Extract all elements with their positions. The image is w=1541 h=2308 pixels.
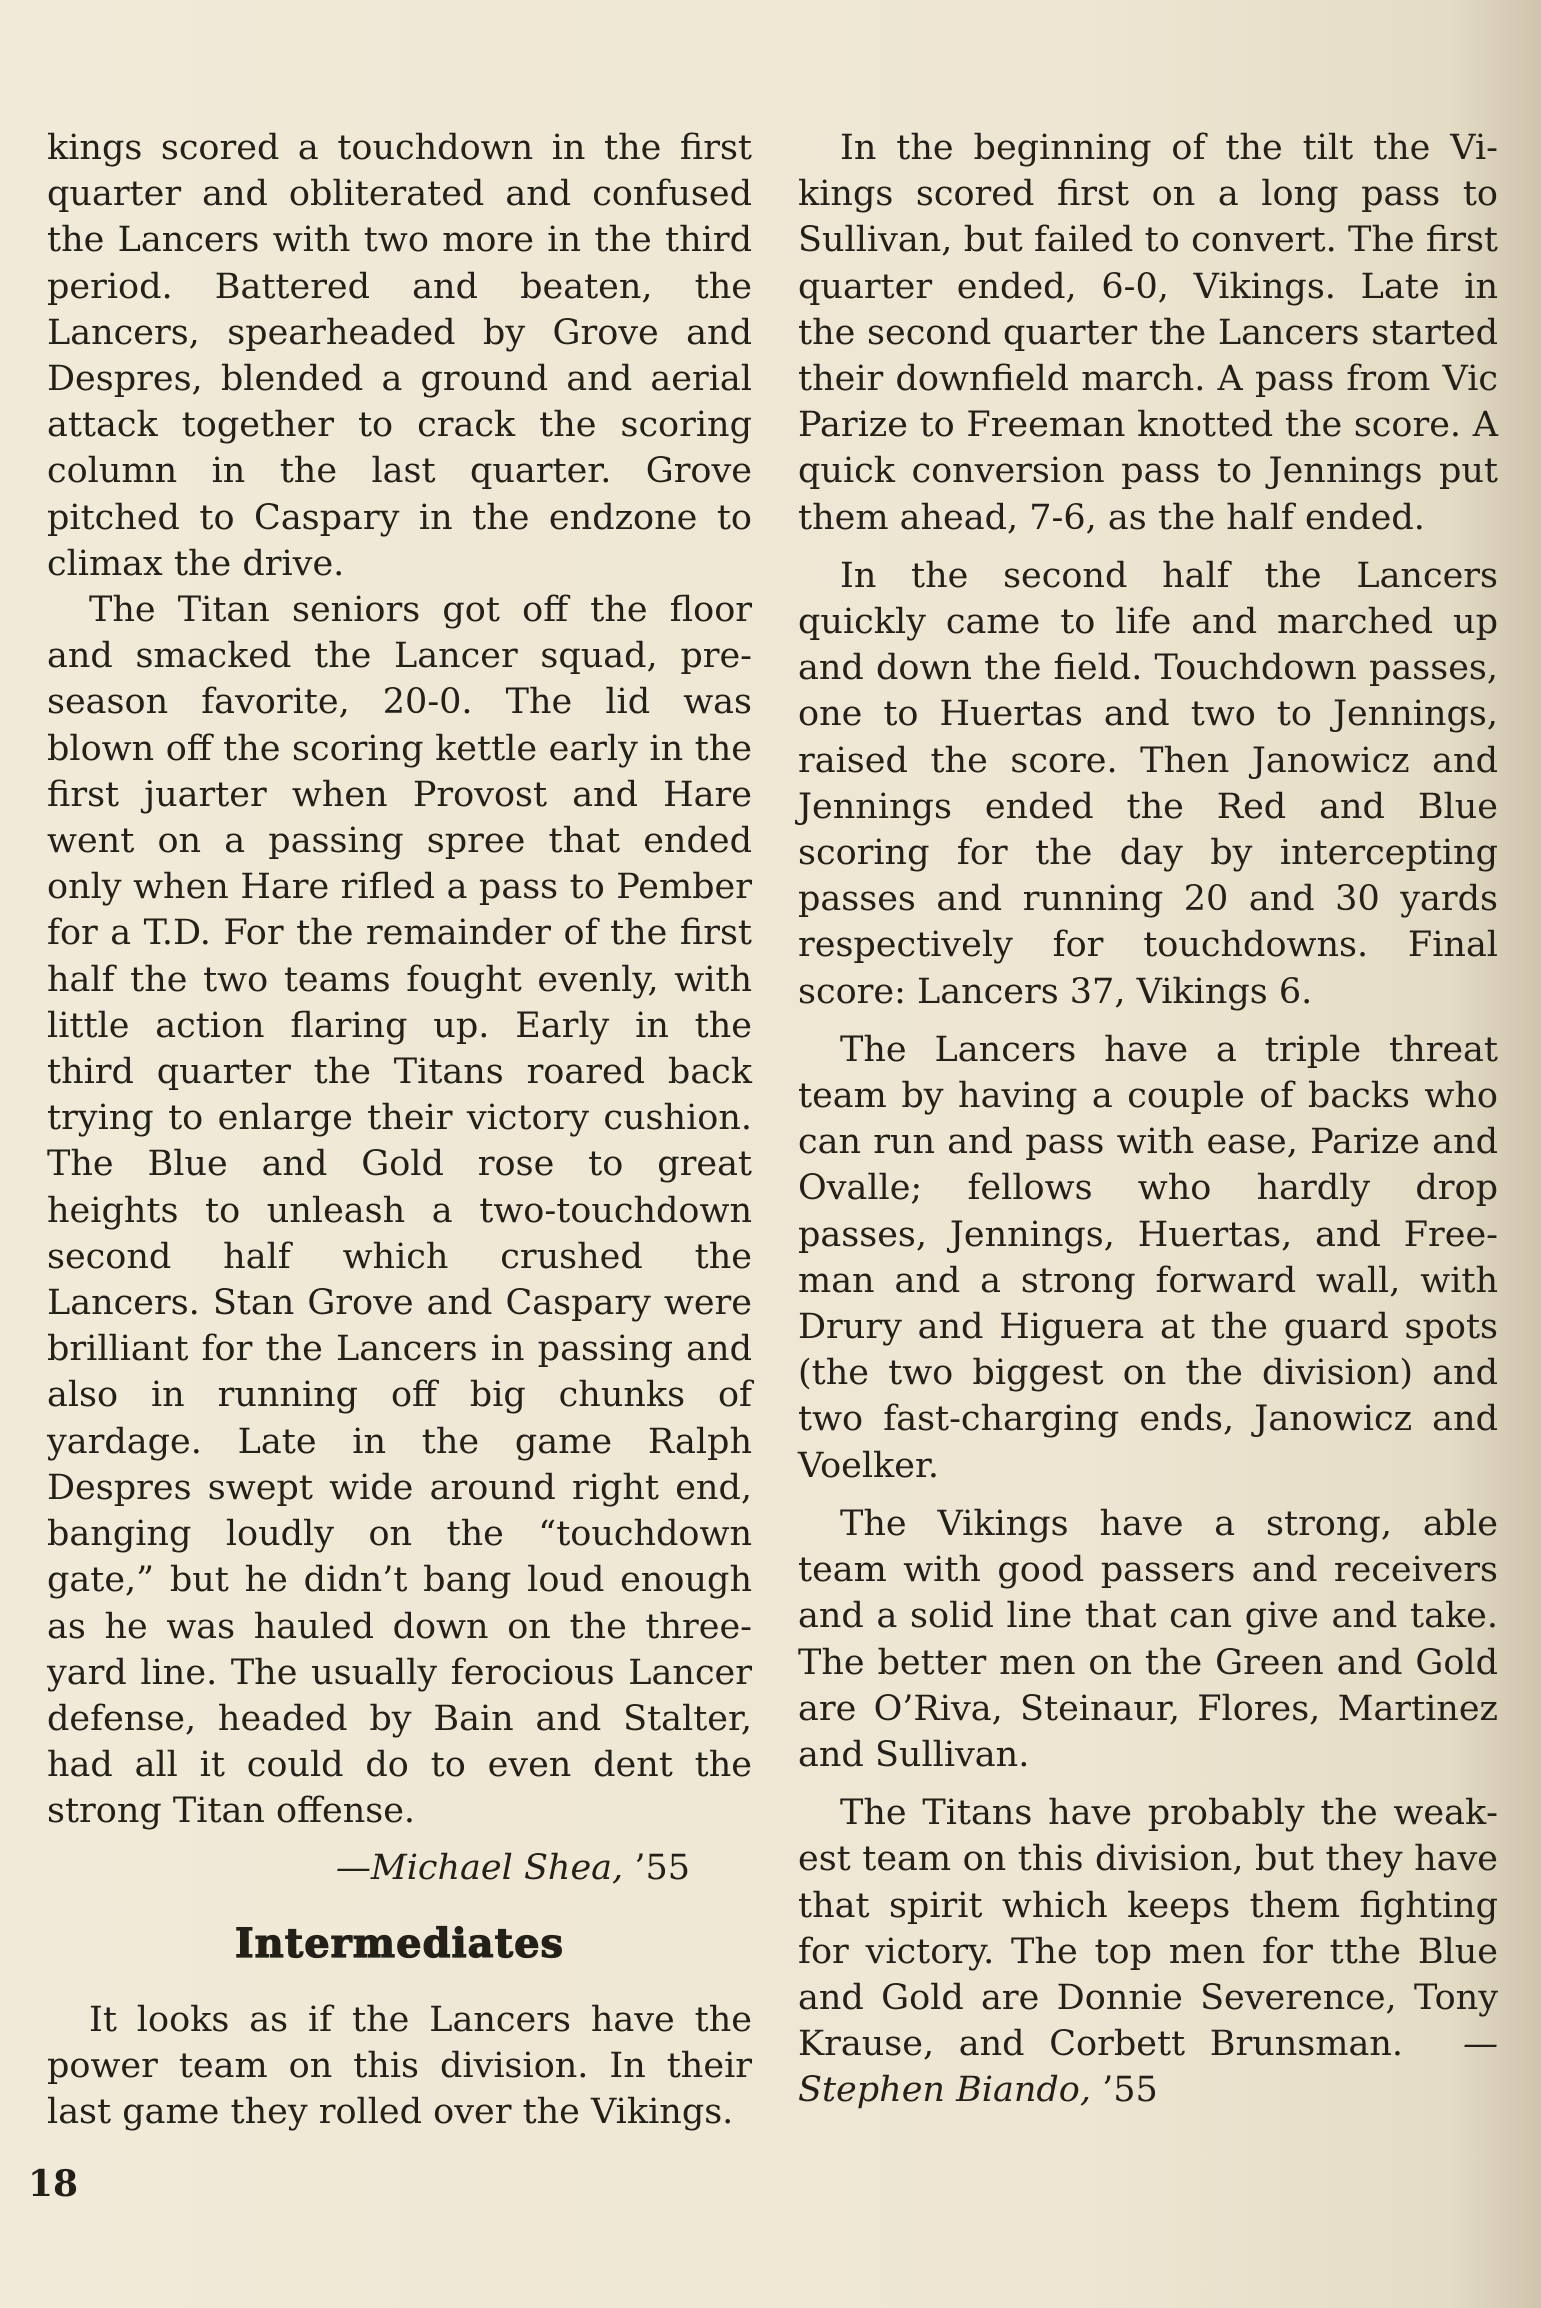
author-signature <box>47 1845 752 1891</box>
paragraph: The Vikings have a strong, able team with good passers and receivers and a solid line that can give and take. The better men on the Green and Gold are O’Riva, Steinaur, Flores, Martinez and Sullivan. <box>798 1503 1498 1775</box>
right-column <box>798 125 1498 2114</box>
author-name: —Michael Shea, <box>335 1847 624 1888</box>
author-year: ’55 <box>1102 2070 1158 2111</box>
paragraph: In the beginning of the tilt the Vikings scored first on a long pass to Sullivan, but failed to convert. The first quarter ended, 6-0, Vikings. Late in the second quarter the Lancers started their downfield march. A pass from Vic Parize to Freeman knotted the score. A quick conversion pass to Jennings put them ahead, 7-6, as the half ended. <box>798 128 1498 538</box>
section-heading: Intermediates <box>234 1919 565 1967</box>
left-column <box>47 125 752 2136</box>
paragraph-text: The Titans have probably the weakest team on this division, but they have that spirit which keeps them fighting for victory. The top men for tthe Blue and Gold are Donnie Severence, Tony Krause, and Corbett Brunsman. <box>798 1793 1498 2065</box>
paragraph: The Titan seniors got off the floor and smacked the Lancer squad, preseason favorite, 20-0. The lid was blown off the scoring kettle early in the first juarter when Provost and Hare went on a passing spree that ended only when Hare rifled a pass to Pember for a T.D. For the remainder of the first half the two teams fought evenly, with little action flaring up. Early in the third quarter the Titans roared back trying to enlarge their victory cushion. The Blue and Gold rose to great heights to unleash a two-touchdown second half which crushed the Lancers. Stan Grove and Caspary were brilliant for the Lancers in passing and also in running off big chunks of yardage. Late in the game Ralph Despres swept wide around right end, banging loudly on the “touchdown gate,” but he didn’t bang loud enough as he was hauled down on the three-yard line. The usually ferocious Lancer defense, headed by Bain and Stalter, had all it could do to even dent the strong Titan offense. <box>47 590 752 1832</box>
paragraph-with-signature <box>798 1790 1498 2113</box>
paragraph: kings scored a touchdown in the first quarter and obliterated and confused the Lancers with two more in the third period. Battered and beaten, the Lancers, spearheaded by Grove and Despres, blended a ground and aerial attack together to crack the scoring column in the last quarter. Grove pitched to Caspary in the endzone to climax the drive. <box>47 128 752 584</box>
paragraph: The Lancers have a triple threat team by having a couple of backs who can run and pass with ease, Parize and Ovalle; fellows who hardly drop passes, Jennings, Huertas, and Freeman and a strong forward wall, with Drury and Higuera at the guard spots (the two biggest on the division) and two fast-charging ends, Janowicz and Voelker. <box>798 1029 1498 1486</box>
page-number: 18 <box>28 2163 79 2205</box>
paragraph: It looks as if the Lancers have the power team on this division. In their last game they rolled over the Vikings. <box>47 1999 752 2133</box>
author-year: ’55 <box>634 1847 690 1888</box>
paragraph: In the second half the Lancers quickly came to life and marched up and down the field. Touchdown passes, one to Huertas and two to Jennings, raised the score. Then Janowicz and Jennings ended the Red and Blue scoring for the day by intercepting passes and running 20 and 30 yards respectively for touchdowns. Final score: Lancers 37, Vikings 6. <box>798 555 1498 1012</box>
author-name: —Stephen Biando, <box>798 2024 1498 2111</box>
